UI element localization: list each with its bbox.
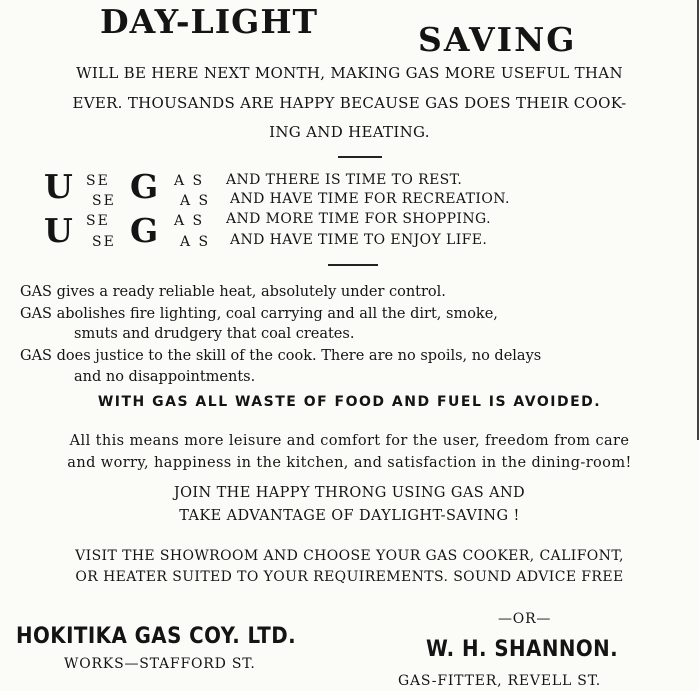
use-gas-line-1: AND THERE IS TIME TO REST.	[226, 172, 463, 188]
fitter-name: W. H. SHANNON.	[426, 637, 619, 662]
visit-line-1: VISIT THE SHOWROOM AND CHOOSE YOUR GAS COOKER, CALIFONT,	[75, 548, 624, 564]
benefit-line-4: GAS does justice to the skill of the cook. There are no spoils, no delays	[20, 348, 542, 364]
emphasis-line: WITH GAS ALL WASTE OF FOOD AND FUEL IS AVOIDED.	[97, 394, 602, 410]
benefit-line-2: GAS abolishes fire lighting, coal carrying and all the dirt, smoke,	[20, 306, 498, 322]
summary-line-2: and worry, happiness in the kitchen, and satisfaction in the dining-room!	[67, 455, 632, 471]
use-gas-line-2: AND HAVE TIME FOR RECREATION.	[230, 191, 510, 207]
headline-daylight: DAY-LIGHT	[100, 2, 319, 41]
divider	[328, 264, 378, 266]
big-g-letter: G	[130, 211, 159, 250]
big-u-letter: U	[44, 167, 73, 206]
as-text: A S	[180, 193, 211, 209]
or-separator: —OR—	[498, 611, 552, 627]
use-gas-block	[44, 168, 644, 258]
join-line-2: TAKE ADVANTAGE OF DAYLIGHT-SAVING !	[179, 508, 520, 524]
visit-line-2: OR HEATER SUITED TO YOUR REQUIREMENTS. SOUND ADVICE FREE	[75, 569, 624, 585]
big-g-letter: G	[130, 167, 159, 206]
se-text: SE	[86, 213, 110, 229]
use-gas-line-4: AND HAVE TIME TO ENJOY LIFE.	[230, 232, 488, 248]
benefit-line-5: and no disappointments.	[74, 369, 256, 385]
benefit-line-1: GAS gives a ready reliable heat, absolutely under control.	[20, 284, 446, 300]
as-text: A S	[180, 234, 211, 250]
intro-line-2: EVER. THOUSANDS ARE HAPPY BECAUSE GAS DOES THEIR COOK-	[72, 94, 627, 112]
company-name: HOKITIKA GAS COY. LTD.	[16, 624, 297, 649]
intro-line-3: ING AND HEATING.	[269, 123, 430, 141]
company-address: WORKS—STAFFORD ST.	[64, 656, 256, 672]
headline-saving: SAVING	[418, 20, 577, 59]
join-line-1: JOIN THE HAPPY THRONG USING GAS AND	[173, 485, 526, 501]
summary-line-1: All this means more leisure and comfort for the user, freedom from care	[69, 433, 630, 449]
se-text: SE	[92, 234, 116, 250]
intro-line-1: WILL BE HERE NEXT MONTH, MAKING GAS MORE USEFUL THAN	[76, 64, 623, 82]
divider	[338, 156, 382, 158]
big-u-letter: U	[44, 211, 73, 250]
fitter-address: GAS-FITTER, REVELL ST.	[398, 673, 602, 689]
as-text: A S	[174, 213, 205, 229]
use-gas-line-3: AND MORE TIME FOR SHOPPING.	[226, 211, 491, 227]
se-text: SE	[92, 193, 116, 209]
as-text: A S	[174, 173, 205, 189]
benefit-line-3: smuts and drudgery that coal creates.	[74, 326, 355, 342]
se-text: SE	[86, 173, 110, 189]
